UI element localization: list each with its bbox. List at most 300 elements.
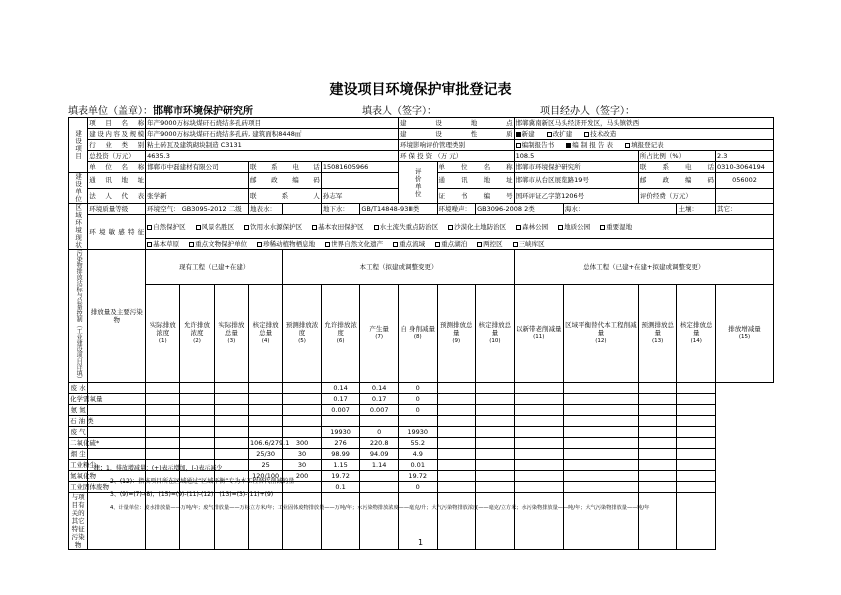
nature-option-expand[interactable]: 改扩建 [547, 130, 573, 138]
cell-col-6[interactable] [283, 416, 322, 427]
group-this: 本工程（拟建或调整变更） [283, 250, 514, 285]
col-header-text: 排放增减量 [728, 325, 761, 334]
eval-addr-label: 通 讯 地 址 [437, 173, 514, 189]
section-env: 区域环境现状 [69, 204, 88, 250]
cell-col-12[interactable] [514, 471, 563, 482]
cell-col-9[interactable]: 4.9 [398, 449, 437, 460]
cell-col-11[interactable] [476, 416, 515, 427]
col-header-text: 自 身削减量 [400, 325, 436, 334]
env-invest-value[interactable]: 108.5 [514, 151, 638, 162]
cell-col-7[interactable]: 0.007 [321, 405, 360, 416]
cell-col-7[interactable]: 276 [321, 438, 360, 449]
fee-value[interactable] [716, 188, 774, 204]
cell-col-8[interactable]: 94.09 [360, 449, 399, 460]
eval-unit-label: 单 位 名 称 [438, 163, 513, 171]
col-header-num: (8) [413, 334, 422, 341]
checkbox-icon-checked [516, 132, 521, 137]
cell-col-13[interactable] [563, 394, 638, 405]
cell-col-12[interactable] [514, 438, 563, 449]
cell-col-8[interactable] [360, 471, 399, 482]
cell-col-10[interactable] [437, 482, 476, 493]
mgmt-option-form[interactable]: 编 制 报 告 表 [566, 141, 613, 149]
mgmt-option-register[interactable]: 填报登记表 [625, 141, 664, 149]
cell-col-7[interactable] [321, 416, 360, 427]
cell-col-11[interactable] [476, 438, 515, 449]
cell-col-8[interactable] [360, 416, 399, 427]
filler-label: 填表人（签字）： [362, 106, 437, 117]
page-number: 1 [417, 538, 424, 547]
cell-col-6[interactable] [283, 394, 322, 405]
cell-col-10[interactable] [437, 394, 476, 405]
cell-col-11[interactable] [476, 383, 515, 394]
sens-option[interactable]: 两控区 [477, 240, 503, 248]
cell-col-11[interactable] [476, 482, 515, 493]
cell-col-5[interactable]: 120/100 [248, 471, 282, 482]
cell-col-13[interactable] [563, 471, 638, 482]
cell-col-15[interactable] [677, 427, 716, 438]
cell-col-6[interactable] [283, 405, 322, 416]
sens-option[interactable]: 重点湖泊 [435, 240, 467, 248]
group-total: 总体工程（已建+在建+拟建或调整变更） [514, 250, 773, 285]
col-header-10 [476, 284, 515, 382]
cell-col-10[interactable] [437, 405, 476, 416]
cell-col-9[interactable]: 19930 [398, 427, 437, 438]
cell-col-15[interactable] [677, 405, 716, 416]
cell-col-12[interactable] [514, 449, 563, 460]
quality-label: 环境质量等级 [88, 204, 146, 215]
pollutant-name: 二氧化硫* [70, 439, 100, 447]
note-2: 2、(12)：指该项目所在区域通过“区域平衡”专为本工程替代削减的量 [110, 478, 295, 485]
cell-col-15[interactable] [677, 482, 716, 493]
sens-option[interactable]: 基本农田保护区 [312, 223, 364, 231]
cell-col-8[interactable]: 220.8 [360, 438, 399, 449]
cell-col-7[interactable]: 98.99 [321, 449, 360, 460]
note-3: 3、(9)=(7)-(8)，(15)=(9)-(11)-(12)，(13)=(3)-(11)+(9) [110, 491, 274, 498]
mgmt-label: 环境影响评价管理类别 [398, 140, 514, 151]
sens-option[interactable]: 森林公园 [516, 223, 548, 231]
eval-post-value[interactable]: 056002 [716, 173, 774, 189]
build-post-value[interactable] [321, 173, 398, 189]
cell-col-8[interactable]: 0.14 [360, 383, 399, 394]
checkbox-icon [435, 242, 440, 247]
manager-label: 项目经办人（签字）： [540, 106, 635, 117]
ground-value[interactable]: GB/T14848-93Ⅲ类 [360, 204, 437, 215]
col-header-num: (9) [452, 338, 461, 345]
cell-col-14[interactable] [638, 471, 677, 482]
eval-unit-value[interactable]: 邯郸市环境保护研究所 [514, 162, 638, 173]
col-header-text: 核定排放总量 [478, 321, 512, 338]
fill-unit-value: 邯郸市环境保护研究所 [153, 106, 253, 117]
cell-col-6[interactable]: 200 [283, 471, 322, 482]
cell-col-7[interactable]: 1.15 [321, 460, 360, 471]
sensitive-options-1 [146, 215, 774, 239]
cell-col-13[interactable] [563, 460, 638, 471]
pollutant-name: 氮氧化物 [70, 472, 96, 480]
nature-option-new[interactable]: 新建 [516, 130, 535, 138]
checkbox-icon [625, 143, 630, 148]
pollutant-name: 废 水 [69, 383, 88, 394]
cell-col-15[interactable] [677, 460, 716, 471]
cell-col-6[interactable]: 300 [283, 438, 322, 449]
col-header-num: (10) [489, 338, 501, 345]
cell-col-13[interactable] [563, 449, 638, 460]
pollutant-name: 烟 尘 [69, 449, 88, 460]
checkbox-icon [374, 225, 379, 230]
col-header-3 [214, 284, 248, 382]
ratio-value[interactable]: 2.3 [716, 151, 774, 162]
col-header-13 [638, 284, 677, 382]
checkbox-icon [547, 132, 552, 137]
cell-col-14[interactable] [638, 394, 677, 405]
noise-label: 环境噪声： [437, 204, 476, 215]
cell-col-8[interactable]: 1.14 [360, 460, 399, 471]
cell-col-9[interactable] [398, 416, 437, 427]
cell-col-7[interactable]: 0.14 [321, 383, 360, 394]
industry-value[interactable]: 粘土砖瓦及建筑砌块制造 C3131 [146, 140, 399, 151]
cell-col-15[interactable] [677, 394, 716, 405]
cell-col-8[interactable] [360, 482, 399, 493]
project-name-label: 项 目 名 称 [89, 119, 145, 127]
cell-col-5[interactable] [248, 394, 282, 405]
pollutant-row [69, 416, 774, 427]
pollutant-name: 废 气 [69, 427, 88, 438]
cell-col-12[interactable] [514, 405, 563, 416]
cell-col-5[interactable]: 25/30 [248, 449, 282, 460]
cell-col-1[interactable] [88, 449, 146, 460]
cell-col-15[interactable] [677, 449, 716, 460]
col-header-8 [398, 284, 437, 382]
note-1: 1、排放增减量：(+)表示增加，(-)表示减少 [106, 465, 223, 472]
cell-col-9[interactable]: 0 [398, 394, 437, 405]
surface-label: 地表水： [248, 204, 282, 215]
surface-value[interactable] [283, 204, 322, 215]
cell-col-15[interactable] [677, 383, 716, 394]
cell-col-3[interactable] [180, 394, 214, 405]
checkbox-icon [257, 242, 262, 247]
col-header-1 [146, 284, 180, 382]
cell-col-10[interactable] [437, 460, 476, 471]
cell-col-8[interactable]: 0 [360, 427, 399, 438]
cell-col-4[interactable] [214, 405, 248, 416]
col-header-7 [360, 284, 399, 382]
col-header-text: 核定排放总量 [680, 321, 713, 338]
sens-option[interactable]: 水土流失重点防治区 [374, 223, 439, 231]
cell-col-2[interactable] [146, 394, 180, 405]
project-row-4 [69, 151, 774, 162]
col-header-num: (11) [533, 334, 545, 341]
cell-col-7[interactable]: 19.72 [321, 471, 360, 482]
fill-unit-label: 填表单位（盖章）： [68, 106, 153, 117]
cell-col-14[interactable] [638, 449, 677, 460]
cell-col-1[interactable] [88, 383, 146, 394]
sens-option[interactable]: 世界自然文化遗产 [325, 240, 383, 248]
cell-col-14[interactable] [638, 383, 677, 394]
sens-option[interactable]: 重要湿地 [600, 223, 632, 231]
checkbox-icon [244, 225, 249, 230]
location-value[interactable]: 邯郸冀南新区马头经济开发区，马头镇铁西 [514, 118, 773, 129]
sens-option[interactable]: 地质公园 [558, 223, 590, 231]
cell-col-7[interactable]: 0.17 [321, 394, 360, 405]
cell-col-14[interactable] [638, 438, 677, 449]
cert-value[interactable]: 国环评证乙字第1206号 [514, 188, 638, 204]
col-header-num: (12) [595, 338, 607, 345]
cell-col-2[interactable] [146, 438, 180, 449]
col-header-text: 实际排放浓度 [149, 321, 176, 338]
invest-value[interactable]: 4635.3 [146, 151, 399, 162]
checkbox-icon [584, 132, 589, 137]
checkbox-icon [448, 225, 453, 230]
group-existing: 现有工程（已建+在建） [146, 250, 283, 285]
build-addr-label: 通 讯 地 址 [88, 173, 146, 189]
section-pollution: 污染物排放达标与总量控制（工业建设项目详填） [69, 250, 88, 383]
cell-col-5[interactable] [248, 416, 282, 427]
sens-option[interactable]: 自然保护区 [147, 223, 186, 231]
col-header-num: (14) [690, 338, 702, 345]
cell-col-9[interactable]: 55.2 [398, 438, 437, 449]
cell-col-12[interactable] [514, 394, 563, 405]
cell-col-6[interactable]: 30 [283, 460, 322, 471]
checkbox-icon [513, 242, 518, 247]
env-invest-label: 环 保 投 资 （万 元） [398, 151, 514, 162]
build-unit-value[interactable]: 邯郸市中磊建材有限公司 [146, 162, 249, 173]
cell-col-14[interactable] [638, 460, 677, 471]
cell-col-13[interactable] [563, 405, 638, 416]
cell-col-13[interactable] [563, 383, 638, 394]
contact-value[interactable]: 孙志军 [321, 188, 398, 204]
cell-col-15[interactable] [677, 471, 716, 482]
cell-col-14[interactable] [638, 405, 677, 416]
env-sensitive-row-1 [69, 215, 774, 239]
cell-col-1[interactable] [88, 416, 146, 427]
cell-col-4[interactable] [214, 416, 248, 427]
cell-col-12[interactable] [514, 482, 563, 493]
cell-col-13[interactable] [563, 438, 638, 449]
sens-option[interactable]: 珍稀动植物栖息地 [257, 240, 315, 248]
eval-addr-value[interactable]: 邯郸市从台区展览路19号 [514, 173, 638, 189]
sens-option[interactable]: 饮用水水源保护区 [244, 223, 302, 231]
pollutant-row [69, 405, 774, 416]
project-row-2 [69, 129, 774, 140]
sea-label: 海水： [563, 204, 677, 215]
pollutant-row [69, 449, 774, 460]
cell-col-15[interactable] [677, 438, 716, 449]
col-header-14 [677, 284, 716, 382]
col-header-num: (2) [193, 338, 201, 345]
checkbox-icon [516, 143, 521, 148]
cell-col-5[interactable] [248, 405, 282, 416]
nature-option-tech[interactable]: 技术改造 [584, 130, 616, 138]
cell-col-2[interactable] [146, 427, 180, 438]
cell-col-13[interactable] [563, 482, 638, 493]
sens-option[interactable]: 沙漠化土地防治区 [448, 223, 506, 231]
cell-col-12[interactable] [514, 416, 563, 427]
location-label: 建 设 地 点 [399, 119, 513, 127]
cell-col-12[interactable] [514, 460, 563, 471]
cell-col-2[interactable] [146, 416, 180, 427]
cell-col-12[interactable] [514, 383, 563, 394]
col-header-11 [514, 284, 563, 382]
cell-col-11[interactable] [476, 460, 515, 471]
section-build-unit: 建设单位 [69, 173, 88, 204]
other-label: 其它： [716, 204, 774, 215]
document-title: 建设项目环境保护审批登记表 [329, 82, 512, 98]
sensitive-options-2 [146, 239, 774, 250]
pollutant-row [69, 383, 774, 394]
sens-option[interactable]: 重点流域 [393, 240, 425, 248]
cell-col-5[interactable] [248, 427, 282, 438]
col-header-text: 允许排放浓度 [184, 321, 211, 338]
pollutant-name: 工业粉尘 [70, 461, 96, 469]
sens-option[interactable]: 三峡库区 [513, 240, 545, 248]
build-addr-value[interactable] [146, 173, 249, 189]
cell-col-7[interactable]: 0.1 [321, 482, 360, 493]
checkbox-icon [558, 225, 563, 230]
air-label: 环境空气： [147, 205, 180, 213]
cell-col-10[interactable] [437, 427, 476, 438]
air-value[interactable]: GB3095-2012 二级 [181, 205, 242, 213]
sens-option[interactable]: 重点文物保护单位 [189, 240, 247, 248]
cell-col-11[interactable] [476, 394, 515, 405]
cell-col-5[interactable] [248, 383, 282, 394]
checkbox-icon [393, 242, 398, 247]
col-header-text: 预测排放总量 [440, 321, 473, 338]
noise-value[interactable]: GB3096-2008 2类 [476, 204, 564, 215]
pollutant-name: 化学需氧量 [70, 395, 103, 403]
col-header-12 [563, 284, 638, 382]
invest-label: 总投资（万元） [88, 151, 146, 162]
cell-col-13[interactable] [563, 427, 638, 438]
cell-col-1[interactable] [88, 427, 146, 438]
eval-phone-value[interactable]: 0310-3064194 [716, 162, 774, 173]
cell-col-10[interactable] [437, 449, 476, 460]
nature-options [514, 129, 773, 140]
cell-col-3[interactable] [180, 427, 214, 438]
cell-col-4[interactable] [214, 427, 248, 438]
col-header-text: 区域平衡替代本工程削减量 [565, 321, 637, 338]
cell-col-9[interactable]: 0 [398, 383, 437, 394]
cell-col-4[interactable] [214, 383, 248, 394]
cell-col-14[interactable] [638, 427, 677, 438]
cell-col-7[interactable]: 19930 [321, 427, 360, 438]
legal-value[interactable]: 张学新 [146, 188, 249, 204]
fee-label: 评价经费（万元） [638, 188, 715, 204]
mgmt-options [514, 140, 773, 151]
cell-col-12[interactable] [514, 427, 563, 438]
cell-col-11[interactable] [476, 427, 515, 438]
cell-col-10[interactable] [437, 416, 476, 427]
cell-col-9[interactable]: 0 [398, 405, 437, 416]
legal-label: 法 人 代 表 [88, 188, 146, 204]
cell-col-2[interactable] [146, 405, 180, 416]
cell-col-15[interactable] [677, 416, 716, 427]
cell-col-4[interactable] [214, 394, 248, 405]
checkbox-icon [147, 225, 152, 230]
cell-col-10[interactable] [437, 383, 476, 394]
build-post-label: 邮 政 编 码 [248, 173, 321, 189]
cell-col-4[interactable] [214, 438, 248, 449]
sens-option[interactable]: 风景名胜区 [196, 223, 235, 231]
section-eval-unit: 评价单位 [398, 162, 437, 204]
cell-col-9[interactable]: 0.01 [398, 460, 437, 471]
cell-col-5[interactable]: 106.6/279.1 [249, 439, 290, 447]
cell-col-10[interactable] [437, 471, 476, 482]
checkbox-icon [325, 242, 330, 247]
col-header-text: 核定排放总量 [252, 321, 279, 338]
col-header-5 [283, 284, 322, 382]
project-name[interactable]: 年产9000万标块煤矸石烧结多孔砖项目 [146, 118, 399, 129]
pollution-group-row [69, 250, 774, 285]
pollution-col-row [69, 284, 774, 382]
col-header-4 [248, 284, 282, 382]
cell-col-5[interactable]: 25 [248, 460, 282, 471]
cert-label: 证 书 编 号 [437, 188, 514, 204]
cell-col-11[interactable] [476, 449, 515, 460]
cell-col-1[interactable] [88, 405, 146, 416]
cell-col-9[interactable]: 19.72 [398, 471, 437, 482]
build-phone-value[interactable]: 15081605966 [321, 162, 398, 173]
pollutant-name: 石 油 类 [70, 417, 94, 425]
cell-col-14[interactable] [638, 482, 677, 493]
col-header-num: (7) [375, 334, 384, 341]
checkbox-icon [516, 225, 521, 230]
cell-col-6[interactable] [283, 427, 322, 438]
col-header-text: 预测排放浓度 [285, 321, 319, 338]
other-pollutant-label: 与项目有关的其它特征污染物 [69, 493, 88, 550]
cell-col-3[interactable] [180, 416, 214, 427]
col-header-text: 产生量 [369, 325, 389, 334]
cell-col-13[interactable] [563, 416, 638, 427]
env-quality-row [69, 204, 774, 215]
col-header-num: (1) [158, 338, 167, 345]
col-header-text: 实际排放总量 [218, 321, 245, 338]
cell-col-11[interactable] [476, 471, 515, 482]
cell-col-6[interactable] [283, 383, 322, 394]
col-header-num: (15) [738, 334, 751, 341]
env-sensitive-row-2 [69, 239, 774, 250]
cell-col-14[interactable] [638, 416, 677, 427]
cell-col-3[interactable] [180, 438, 214, 449]
checkbox-icon [600, 225, 605, 230]
cell-col-8[interactable]: 0.007 [360, 405, 399, 416]
sens-option[interactable]: 基本草原 [147, 240, 179, 248]
cell-col-10[interactable] [437, 438, 476, 449]
cell-col-2[interactable] [146, 449, 180, 460]
ratio-label: 所占比例（%） [638, 151, 715, 162]
notes-label: 注： [94, 465, 107, 472]
scale-value[interactable]: 年产9000万标块煤矸石烧结多孔砖, 建筑面积8448㎡ [146, 129, 399, 140]
contact-label: 联 系 人 [248, 188, 321, 204]
cell-col-4[interactable] [214, 449, 248, 460]
cell-col-8[interactable]: 0.17 [360, 394, 399, 405]
col-header-num: (5) [298, 338, 306, 345]
pollutant-name: 工业固体废物 [70, 483, 109, 491]
pollutant-row [69, 394, 774, 405]
section-project: 建设项目 [69, 118, 88, 173]
cell-col-2[interactable] [146, 383, 180, 394]
cell-col-6[interactable]: 30 [283, 449, 322, 460]
cell-col-3[interactable] [180, 405, 214, 416]
cell-col-11[interactable] [476, 405, 515, 416]
pollutant-row [69, 438, 774, 449]
soil-label: 土壤： [677, 204, 716, 215]
col-header-text: 预测排放总量 [641, 321, 674, 338]
col-header-num: (13) [652, 338, 664, 345]
ground-label: 地下水： [321, 204, 360, 215]
cell-col-3[interactable] [180, 383, 214, 394]
cell-col-9[interactable]: 0 [398, 482, 437, 493]
mgmt-option-report[interactable]: 编制报告书 [516, 141, 555, 149]
cell-col-3[interactable] [180, 449, 214, 460]
